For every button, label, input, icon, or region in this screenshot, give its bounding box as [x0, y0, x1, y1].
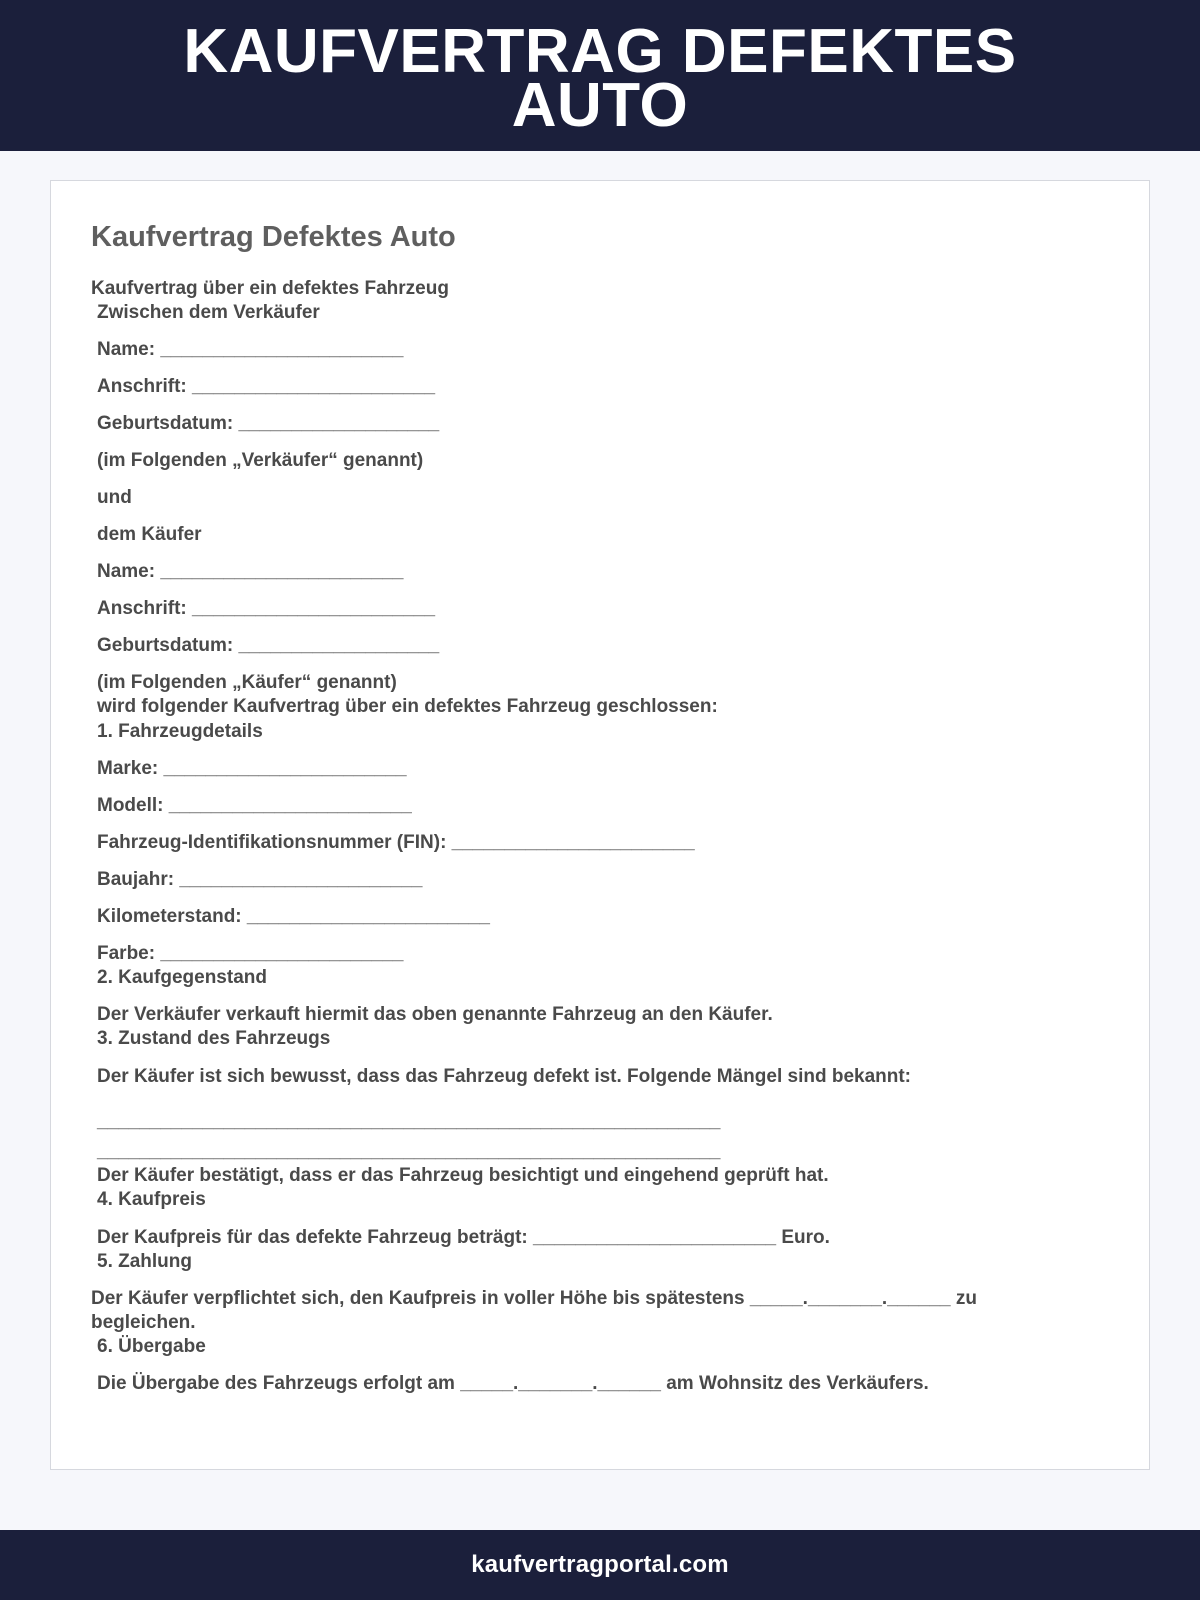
handover-text: Die Übergabe des Fahrzeugs erfolgt am _____._______.______ am Wohnsitz des Verkäufers.	[97, 1373, 929, 1394]
seller-address-field: Anschrift: _______________________	[97, 376, 436, 397]
condition-text: Der Käufer ist sich bewusst, dass das Fahrzeug defekt ist. Folgende Mängel sind bekannt:	[97, 1066, 912, 1087]
buyer-name-field: Name: _______________________	[97, 561, 404, 582]
seller-intro: Zwischen dem Verkäufer	[97, 302, 320, 323]
inspection-confirmation: Der Käufer bestätigt, dass er das Fahrzeug besichtigt und eingehend geprüft hat.	[97, 1165, 829, 1186]
section-heading-handover: 6. Übergabe	[97, 1336, 206, 1357]
defects-line-2: ___________________________________________________________	[97, 1141, 721, 1162]
page-header	[0, 0, 1200, 151]
and-text: und	[97, 487, 132, 508]
seller-birthdate-field: Geburtsdatum: ___________________	[97, 413, 440, 434]
page-title: KAUFVERTRAG DEFEKTES AUTO	[183, 16, 1017, 140]
section-heading-purchase-object: 2. Kaufgegenstand	[97, 967, 267, 988]
purchase-object-text: Der Verkäufer verkauft hiermit das oben genannte Fahrzeug an den Käufer.	[97, 1004, 773, 1025]
year-field: Baujahr: _______________________	[97, 869, 423, 890]
section-heading-vehicle-details: 1. Fahrzeugdetails	[97, 721, 263, 742]
document-card	[50, 180, 1150, 1470]
section-heading-price: 4. Kaufpreis	[97, 1189, 206, 1210]
document-title: Kaufvertrag Defektes Auto	[91, 221, 456, 253]
price-field: Der Kaufpreis für das defekte Fahrzeug beträgt: _______________________ Euro.	[97, 1227, 830, 1248]
buyer-address-field: Anschrift: _______________________	[97, 598, 436, 619]
seller-designation: (im Folgenden „Verkäufer“ genannt)	[97, 450, 424, 471]
page-footer	[0, 1530, 1200, 1600]
buyer-intro: dem Käufer	[97, 524, 202, 545]
mileage-field: Kilometerstand: _______________________	[97, 906, 490, 927]
site-link[interactable]: kaufvertragportal.com	[471, 1551, 729, 1578]
brand-field: Marke: _______________________	[97, 758, 407, 779]
section-heading-condition: 3. Zustand des Fahrzeugs	[97, 1028, 331, 1049]
payment-text-line-2: begleichen.	[91, 1312, 196, 1333]
color-field: Farbe: _______________________	[97, 943, 404, 964]
seller-name-field: Name: _______________________	[97, 339, 404, 360]
buyer-birthdate-field: Geburtsdatum: ___________________	[97, 635, 440, 656]
payment-text-line-1: Der Käufer verpflichtet sich, den Kaufpreis in voller Höhe bis spätestens _____._______.______ zu	[91, 1288, 977, 1309]
vin-field: Fahrzeug-Identifikationsnummer (FIN): _______________________	[97, 832, 695, 853]
buyer-designation: (im Folgenden „Käufer“ genannt)	[97, 672, 397, 693]
contract-heading: Kaufvertrag über ein defektes Fahrzeug	[91, 278, 449, 299]
defects-line-1: ___________________________________________________________	[97, 1111, 721, 1132]
model-field: Modell: _______________________	[97, 795, 412, 816]
section-heading-payment: 5. Zahlung	[97, 1251, 192, 1272]
contract-statement: wird folgender Kaufvertrag über ein defektes Fahrzeug geschlossen:	[97, 696, 718, 717]
